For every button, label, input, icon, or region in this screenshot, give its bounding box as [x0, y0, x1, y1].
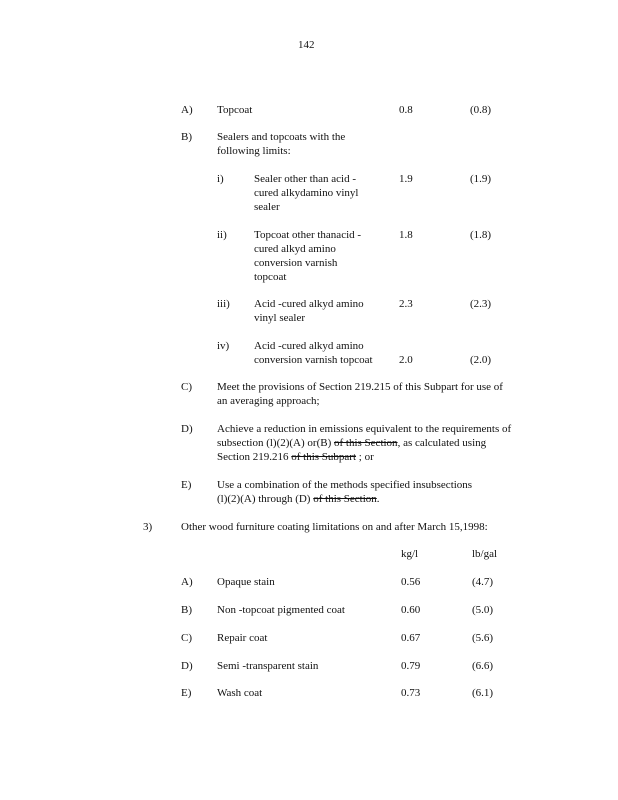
subitem-text-line: conversion varnish [254, 257, 338, 269]
item-text-line [217, 492, 380, 506]
row-name: Non -topcoat pigmented coat [217, 604, 345, 616]
subitem-label-iv: iv) [217, 340, 230, 352]
value-kg: 0.56 [401, 576, 421, 588]
item-text-line: Use a combination of the methods specified insubsections [217, 479, 473, 491]
item-label-E: E) [181, 479, 192, 491]
row-name: Repair coat [217, 632, 268, 644]
subitem-text-line: Topcoat other thanacid - [254, 229, 362, 241]
item-text-line: Meet the provisions of Section 219.215 of this Subpart for use of [217, 381, 503, 393]
row-label: D) [181, 660, 193, 672]
row-label: B) [181, 604, 192, 616]
value-kg: 0.73 [401, 687, 421, 699]
section-heading: Other wood furniture coating limitations on and after March 15,1998: [181, 521, 488, 533]
struck-text: of this Subpart [291, 451, 357, 463]
item-text-line [217, 450, 374, 464]
value-lb: (1.9) [470, 173, 492, 185]
item-label-C: C) [181, 381, 192, 393]
row-label: A) [181, 576, 193, 588]
column-header-kg: kg/l [401, 548, 419, 560]
value-kg: 0.67 [401, 632, 421, 644]
text-segment: , as calculated using [397, 437, 487, 449]
text-segment: . [376, 493, 380, 505]
subitem-label-ii: ii) [217, 229, 227, 241]
value-lb: (4.7) [472, 576, 494, 588]
section-label-3: 3) [143, 521, 153, 533]
struck-text: of this Section [334, 437, 398, 449]
value-lb: (1.8) [470, 229, 492, 241]
subitem-text-line: sealer [254, 201, 280, 213]
item-text-line: an averaging approach; [217, 395, 320, 407]
value-lb: (2.3) [470, 298, 492, 310]
row-name: Opaque stain [217, 576, 275, 588]
value-kg: 0.60 [401, 604, 421, 616]
value-lb: (2.0) [470, 354, 492, 366]
row-label: C) [181, 632, 192, 644]
row-name: Semi -transparent stain [217, 660, 319, 672]
subitem-text-line: Acid -cured alkyd amino [254, 340, 364, 352]
value-kg: 0.8 [399, 104, 413, 116]
subitem-label-i: i) [217, 173, 224, 185]
value-lb: (5.6) [472, 632, 494, 644]
struck-text: of this Section [313, 493, 377, 505]
value-lb: (5.0) [472, 604, 494, 616]
item-text-line: following limits: [217, 145, 291, 157]
item-text-line [217, 436, 486, 450]
row-label: E) [181, 687, 192, 699]
subitem-text-line: cured alkyd amino [254, 243, 336, 255]
subitem-text-line: Sealer other than acid - [254, 173, 357, 185]
item-text-topcoat: Topcoat [217, 104, 253, 116]
value-kg: 2.0 [399, 354, 413, 366]
value-lb: (6.6) [472, 660, 494, 672]
text-segment: (l)(2)(A) through (D) [217, 493, 311, 505]
text-segment: Section 219.216 [217, 451, 289, 463]
value-lb: (0.8) [470, 104, 492, 116]
subitem-label-iii: iii) [217, 298, 230, 310]
item-label-B: B) [181, 131, 192, 143]
column-header-lb: lb/gal [472, 548, 498, 560]
subitem-text-line: topcoat [254, 271, 287, 283]
value-kg: 2.3 [399, 298, 413, 310]
text-segment: ; or [358, 451, 374, 463]
value-kg: 1.8 [399, 229, 413, 241]
value-kg: 1.9 [399, 173, 413, 185]
value-lb: (6.1) [472, 687, 494, 699]
item-label-A: A) [181, 104, 193, 116]
page-number: 142 [298, 39, 315, 51]
value-kg: 0.79 [401, 660, 421, 672]
subitem-text-line: vinyl sealer [254, 312, 306, 324]
item-text-line: Achieve a reduction in emissions equivalent to the requirements of [217, 423, 512, 435]
item-text-line: Sealers and topcoats with the [217, 131, 346, 143]
subitem-text-line: cured alkydamino vinyl [254, 187, 359, 199]
subitem-text-line: Acid -cured alkyd amino [254, 298, 364, 310]
text-segment: subsection (l)(2)(A) or(B) [217, 437, 332, 449]
row-name: Wash coat [217, 687, 263, 699]
subitem-text-line: conversion varnish topcoat [254, 354, 373, 366]
item-label-D: D) [181, 423, 193, 435]
